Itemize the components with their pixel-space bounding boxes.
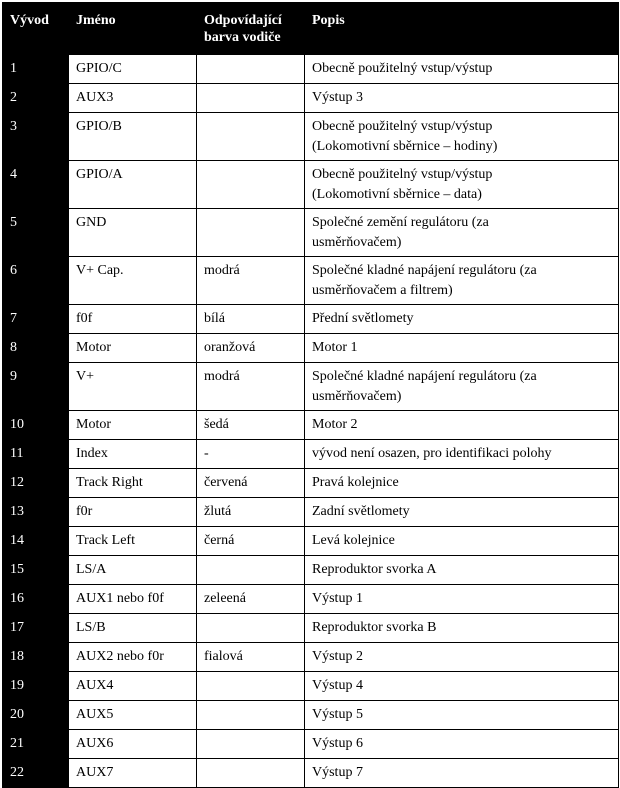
description-line: Zadní světlomety — [312, 504, 410, 519]
description-cell — [305, 440, 619, 469]
wire-color-cell: žlutá — [197, 498, 305, 527]
wire-color-cell: modrá — [197, 257, 305, 305]
table-row — [3, 84, 619, 113]
description-cell — [305, 334, 619, 363]
pin-name-cell: AUX7 — [69, 759, 197, 788]
table-row — [3, 498, 619, 527]
description-line: Obecně použitelný vstup/výstup — [312, 119, 493, 134]
wire-color-cell — [197, 161, 305, 209]
description-cell — [305, 498, 619, 527]
description-line: Reproduktor svorka B — [312, 620, 437, 635]
pin-name-cell: GPIO/C — [69, 55, 197, 84]
description-cell — [305, 759, 619, 788]
description-cell — [305, 84, 619, 113]
pin-number-cell: 7 — [3, 305, 69, 334]
table-row — [3, 209, 619, 257]
description-line: Přední světlomety — [312, 311, 414, 326]
pin-name-cell: V+ Cap. — [69, 257, 197, 305]
wire-color-cell — [197, 730, 305, 759]
table-row — [3, 585, 619, 614]
description-line: Výstup 1 — [312, 591, 363, 606]
pin-number-cell: 8 — [3, 334, 69, 363]
table-row — [3, 411, 619, 440]
description-line: Výstup 3 — [312, 90, 363, 105]
description-cell — [305, 161, 619, 209]
header-name: Jméno — [69, 3, 197, 55]
pin-name-cell: GPIO/B — [69, 113, 197, 161]
pin-number-cell: 19 — [3, 672, 69, 701]
pin-name-cell: LS/A — [69, 556, 197, 585]
pin-number-cell: 16 — [3, 585, 69, 614]
description-cell — [305, 701, 619, 730]
table-row — [3, 257, 619, 305]
wire-color-cell — [197, 209, 305, 257]
table-row — [3, 701, 619, 730]
table-row — [3, 334, 619, 363]
description-cell — [305, 411, 619, 440]
wire-color-cell — [197, 556, 305, 585]
description-line: Motor 1 — [312, 340, 358, 355]
pin-number-cell: 11 — [3, 440, 69, 469]
description-line: Levá kolejnice — [312, 533, 395, 548]
pin-name-cell: GND — [69, 209, 197, 257]
header-wire-color — [197, 3, 305, 55]
description-cell — [305, 469, 619, 498]
description-line: Obecně použitelný vstup/výstup — [312, 61, 493, 76]
header-wire-color-line2: barva vodiče — [204, 30, 281, 45]
pin-name-cell: f0f — [69, 305, 197, 334]
pin-number-cell: 10 — [3, 411, 69, 440]
pin-name-cell: LS/B — [69, 614, 197, 643]
pin-number-cell: 18 — [3, 643, 69, 672]
pin-number-cell: 21 — [3, 730, 69, 759]
pin-number-cell: 12 — [3, 469, 69, 498]
pin-name-cell: AUX5 — [69, 701, 197, 730]
pin-name-cell: AUX2 nebo f0r — [69, 643, 197, 672]
table-row — [3, 440, 619, 469]
description-line: Společné zemění regulátoru (za — [312, 215, 489, 230]
pin-name-cell: AUX1 nebo f0f — [69, 585, 197, 614]
description-cell — [305, 614, 619, 643]
description-line: vývod není osazen, pro identifikaci polohy — [312, 446, 552, 461]
wire-color-cell: červená — [197, 469, 305, 498]
table-row — [3, 305, 619, 334]
description-line-2: (Lokomotivní sběrnice – hodiny) — [312, 139, 498, 154]
wire-color-cell: oranžová — [197, 334, 305, 363]
description-line: Společné kladné napájení regulátoru (za — [312, 263, 537, 278]
pin-name-cell: Motor — [69, 411, 197, 440]
description-line: Výstup 5 — [312, 707, 363, 722]
description-line-2: usměrňovačem) — [312, 389, 402, 404]
description-line: Výstup 2 — [312, 649, 363, 664]
pin-name-cell: Index — [69, 440, 197, 469]
pin-number-cell: 4 — [3, 161, 69, 209]
table-row — [3, 614, 619, 643]
description-cell — [305, 672, 619, 701]
description-line-2: (Lokomotivní sběrnice – data) — [312, 187, 482, 202]
table-row — [3, 161, 619, 209]
pin-name-cell: V+ — [69, 363, 197, 411]
wire-color-cell — [197, 113, 305, 161]
pinout-document — [2, 2, 618, 780]
header-description: Popis — [305, 3, 619, 55]
description-cell — [305, 305, 619, 334]
wire-color-cell: černá — [197, 527, 305, 556]
pin-name-cell: GPIO/A — [69, 161, 197, 209]
table-row — [3, 469, 619, 498]
description-cell — [305, 556, 619, 585]
header-wire-color-line1: Odpovídající — [204, 13, 282, 28]
pin-name-cell: Track Right — [69, 469, 197, 498]
wire-color-cell — [197, 701, 305, 730]
table-row — [3, 55, 619, 84]
description-cell — [305, 643, 619, 672]
description-cell — [305, 257, 619, 305]
table-row — [3, 643, 619, 672]
table-row — [3, 113, 619, 161]
wire-color-cell — [197, 84, 305, 113]
description-cell — [305, 113, 619, 161]
table-row — [3, 363, 619, 411]
wire-color-cell — [197, 614, 305, 643]
description-line-2: usměrňovačem) — [312, 235, 402, 250]
description-cell — [305, 527, 619, 556]
pin-name-cell: AUX3 — [69, 84, 197, 113]
pin-number-cell: 6 — [3, 257, 69, 305]
wire-color-cell — [197, 55, 305, 84]
pin-number-cell: 15 — [3, 556, 69, 585]
description-line-2: usměrňovačem a filtrem) — [312, 283, 453, 298]
table-header-row — [3, 3, 619, 55]
wire-color-cell: modrá — [197, 363, 305, 411]
pin-number-cell: 2 — [3, 84, 69, 113]
table-row — [3, 527, 619, 556]
pin-name-cell: Motor — [69, 334, 197, 363]
description-cell — [305, 55, 619, 84]
pin-name-cell: f0r — [69, 498, 197, 527]
description-cell — [305, 209, 619, 257]
pin-number-cell: 1 — [3, 55, 69, 84]
description-line: Pravá kolejnice — [312, 475, 399, 490]
description-line: Motor 2 — [312, 417, 358, 432]
wire-color-cell: bílá — [197, 305, 305, 334]
description-line: Reproduktor svorka A — [312, 562, 437, 577]
pin-number-cell: 22 — [3, 759, 69, 788]
pin-number-cell: 3 — [3, 113, 69, 161]
pin-name-cell: AUX6 — [69, 730, 197, 759]
pin-name-cell: Track Left — [69, 527, 197, 556]
pin-number-cell: 20 — [3, 701, 69, 730]
pin-number-cell: 14 — [3, 527, 69, 556]
wire-color-cell: šedá — [197, 411, 305, 440]
description-cell — [305, 585, 619, 614]
table-row — [3, 759, 619, 788]
wire-color-cell: - — [197, 440, 305, 469]
header-pin: Vývod — [3, 3, 69, 55]
wire-color-cell — [197, 672, 305, 701]
pinout-table — [2, 2, 619, 788]
wire-color-cell: fialová — [197, 643, 305, 672]
description-line: Výstup 4 — [312, 678, 363, 693]
description-line: Společné kladné napájení regulátoru (za — [312, 369, 537, 384]
table-row — [3, 556, 619, 585]
table-row — [3, 730, 619, 759]
pin-name-cell: AUX4 — [69, 672, 197, 701]
pin-number-cell: 13 — [3, 498, 69, 527]
wire-color-cell — [197, 759, 305, 788]
description-line: Výstup 6 — [312, 736, 363, 751]
pin-number-cell: 5 — [3, 209, 69, 257]
description-cell — [305, 730, 619, 759]
description-line: Obecně použitelný vstup/výstup — [312, 167, 493, 182]
description-cell — [305, 363, 619, 411]
table-row — [3, 672, 619, 701]
pin-number-cell: 9 — [3, 363, 69, 411]
pin-number-cell: 17 — [3, 614, 69, 643]
wire-color-cell: zeleená — [197, 585, 305, 614]
description-line: Výstup 7 — [312, 765, 363, 780]
